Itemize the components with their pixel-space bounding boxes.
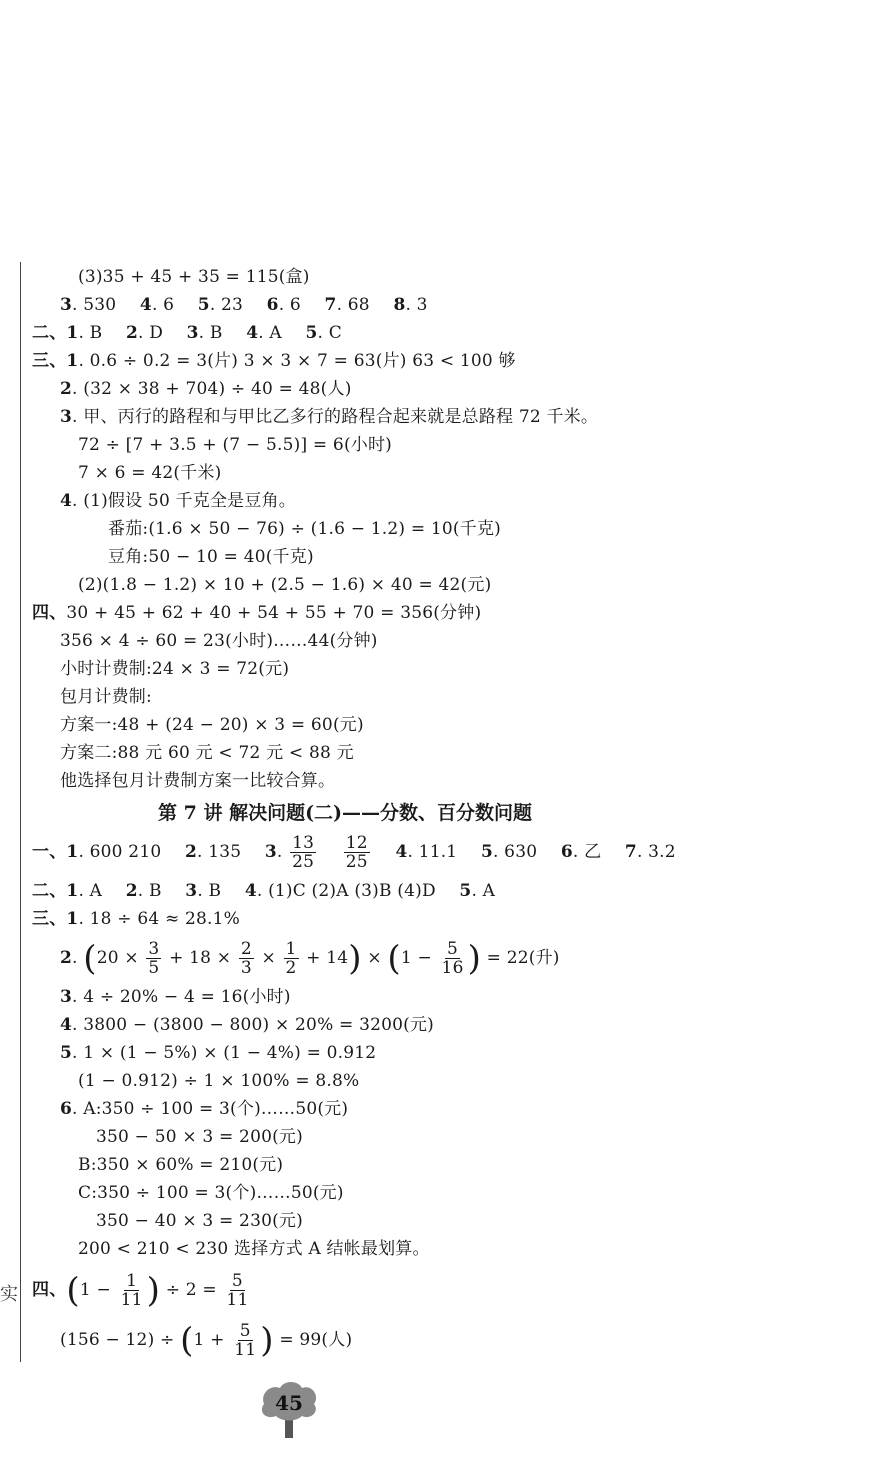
answer-line: (3)35 + 45 + 35 = 115(盒) bbox=[78, 267, 310, 287]
answer-line: 番茄:(1.6 × 50 − 76) ÷ (1.6 − 1.2) = 10(千克) bbox=[108, 519, 501, 539]
answer-line: 三、1. 18 ÷ 64 ≈ 28.1% bbox=[32, 909, 241, 929]
answer-line: C:350 ÷ 100 = 3(个)……50(元) bbox=[78, 1183, 344, 1203]
answer-line: 三、1. 0.6 ÷ 0.2 = 3(片) 3 × 3 × 7 = 63(片) 63 < 100 够 bbox=[32, 351, 516, 371]
answer-line: 3. 甲、丙行的路程和与甲比乙多行的路程合起来就是总路程 72 千米。 bbox=[60, 407, 599, 427]
answer-line: 4. (1)假设 50 千克全是豆角。 bbox=[60, 491, 296, 511]
fraction: $\frac{5}{11}$ bbox=[226, 1271, 249, 1310]
fraction: $\frac{12}{25}$ bbox=[345, 833, 368, 872]
answer-line: 5. 1 × (1 − 5%) × (1 − 4%) = 0.912 bbox=[60, 1043, 377, 1063]
answer-line: 7 × 6 = 42(千米) bbox=[78, 463, 222, 483]
answer-line: 2. (32 × 38 + 704) ÷ 40 = 48(人) bbox=[60, 379, 352, 399]
edge-fragment-char: 实 bbox=[0, 1284, 18, 1305]
page-number-tree-badge bbox=[258, 1380, 320, 1440]
answer-line: (2)(1.8 − 1.2) × 10 + (2.5 − 1.6) × 40 = 42(元) bbox=[78, 575, 492, 595]
answer-line: 3. 530 4. 6 5. 23 6. 6 7. 68 8. 3 bbox=[60, 295, 428, 315]
answer-line: 豆角:50 − 10 = 40(千克) bbox=[108, 547, 314, 567]
answer-line: 四、(1 − $\frac{1}{11}$ ) ÷ 2 = $\frac{5}{11}$ bbox=[32, 1270, 249, 1311]
answer-line: (1 − 0.912) ÷ 1 × 100% = 8.8% bbox=[78, 1071, 360, 1091]
answer-line: 方案二:88 元 60 元 < 72 元 < 88 元 bbox=[60, 743, 354, 763]
answer-line: B:350 × 60% = 210(元) bbox=[78, 1155, 284, 1175]
answer-line: 356 × 4 ÷ 60 = 23(小时)……44(分钟) bbox=[60, 631, 378, 651]
answer-line: 四、30 + 45 + 62 + 40 + 54 + 55 + 70 = 356(分钟) bbox=[32, 603, 482, 623]
page-number: 45 bbox=[275, 1391, 303, 1415]
answer-line: 4. 3800 − (3800 − 800) × 20% = 3200(元) bbox=[60, 1015, 434, 1035]
fraction: $\frac{2}{3}$ bbox=[240, 939, 252, 978]
answer-line: 350 − 50 × 3 = 200(元) bbox=[96, 1127, 303, 1147]
fraction: $\frac{1}{2}$ bbox=[285, 939, 297, 978]
answer-line: 二、1. B 2. D 3. B 4. A 5. C bbox=[32, 323, 342, 343]
answer-line: 3. 4 ÷ 20% − 4 = 16(小时) bbox=[60, 987, 291, 1007]
fraction: $\frac{13}{25}$ bbox=[292, 833, 315, 872]
answer-line: 二、1. A 2. B 3. B 4. (1)C (2)A (3)B (4)D 5. A bbox=[32, 881, 496, 901]
answer-line: 72 ÷ [7 + 3.5 + (7 − 5.5)] = 6(小时) bbox=[78, 435, 393, 455]
tree-icon bbox=[258, 1380, 320, 1440]
fraction: $\frac{1}{11}$ bbox=[120, 1271, 143, 1310]
fraction: $\frac{3}{5}$ bbox=[148, 939, 160, 978]
fraction: $\frac{5}{16}$ bbox=[441, 939, 464, 978]
answer-line: 他选择包月计费制方案一比较合算。 bbox=[60, 771, 336, 791]
answer-line: 200 < 210 < 230 选择方式 A 结帐最划算。 bbox=[78, 1239, 430, 1259]
fraction: $\frac{5}{11}$ bbox=[234, 1321, 257, 1360]
answer-line: 6. A:350 ÷ 100 = 3(个)……50(元) bbox=[60, 1099, 349, 1119]
answer-line: 一、1. 600 210 2. 135 3. $\frac{13}{25}$ $\frac{12}{25}$ 4. 11.1 5. 630 6. 乙 7. 3.2 bbox=[32, 833, 676, 872]
answer-line: 2. (20 × $\frac{3}{5}$ + 18 × $\frac{2}{3}$ × $\frac{1}{2}$ + 14) × (1 − $\frac{5}{16}$ ) = 22(升) bbox=[60, 938, 560, 979]
answer-line: 小时计费制:24 × 3 = 72(元) bbox=[60, 659, 290, 679]
margin-rule bbox=[20, 262, 21, 1362]
section-title: 第 7 讲 解决问题(二)——分数、百分数问题 bbox=[158, 802, 533, 824]
answer-line: 包月计费制: bbox=[60, 687, 152, 707]
answer-line: 方案一:48 + (24 − 20) × 3 = 60(元) bbox=[60, 715, 364, 735]
answer-line: 350 − 40 × 3 = 230(元) bbox=[96, 1211, 303, 1231]
answer-line: (156 − 12) ÷ (1 + $\frac{5}{11}$ ) = 99(人) bbox=[60, 1320, 353, 1361]
